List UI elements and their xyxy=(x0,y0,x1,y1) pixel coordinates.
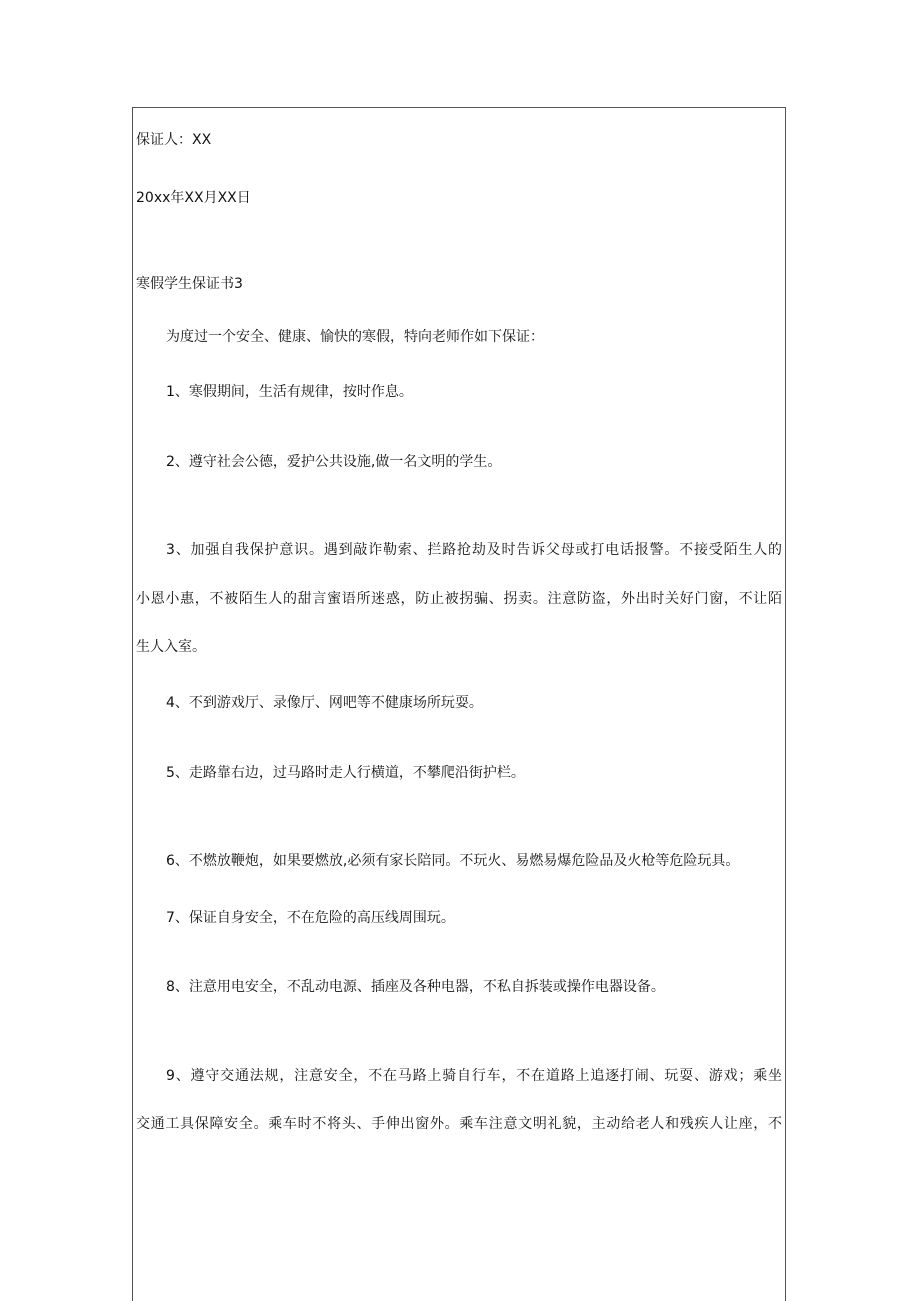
list-item-6: 6、不燃放鞭炮，如果要燃放,必须有家长陪同。不玩火、易燃易爆危险品及火枪等危险玩具。 xyxy=(166,853,740,869)
letter-title: 寒假学生保证书3 xyxy=(136,276,243,292)
list-item-3-line-2: 小恩小惠，不被陌生人的甜言蜜语所迷惑，防止被拐骗、拐卖。注意防盗，外出时关好门窗，不让陌 xyxy=(136,591,782,607)
list-item-9-line-1: 9、遵守交通法规，注意安全，不在马路上骑自行车，不在道路上追逐打闹、玩耍、游戏；乘坐 xyxy=(166,1068,782,1084)
list-item-9-line-2: 交通工具保障安全。乘车时不将头、手伸出窗外。乘车注意文明礼貌，主动给老人和残疾人让座，不 xyxy=(136,1116,782,1132)
list-item-3-line-1: 3、加强自我保护意识。遇到敲诈勒索、拦路抢劫及时告诉父母或打电话报警。不接受陌生人的 xyxy=(166,542,782,558)
list-item-8: 8、注意用电安全，不乱动电源、插座及各种电器，不私自拆装或操作电器设备。 xyxy=(166,979,665,995)
list-item-5: 5、走路靠右边，过马路时走人行横道，不攀爬沿街护栏。 xyxy=(166,765,525,781)
list-item-7: 7、保证自身安全，不在危险的高压线周围玩。 xyxy=(166,910,455,926)
list-item-2: 2、遵守社会公德，爱护公共设施,做一名文明的学生。 xyxy=(166,454,502,470)
list-item-4: 4、不到游戏厅、录像厅、网吧等不健康场所玩耍。 xyxy=(166,695,483,711)
guarantor-line: 保证人：XX xyxy=(136,132,212,148)
list-item-1: 1、寒假期间，生活有规律，按时作息。 xyxy=(166,384,413,400)
letter-intro: 为度过一个安全、健康、愉快的寒假，特向老师作如下保证： xyxy=(166,329,544,345)
date-line: 20xx年XX月XX日 xyxy=(136,190,251,206)
list-item-3-line-3: 生人入室。 xyxy=(136,639,206,655)
